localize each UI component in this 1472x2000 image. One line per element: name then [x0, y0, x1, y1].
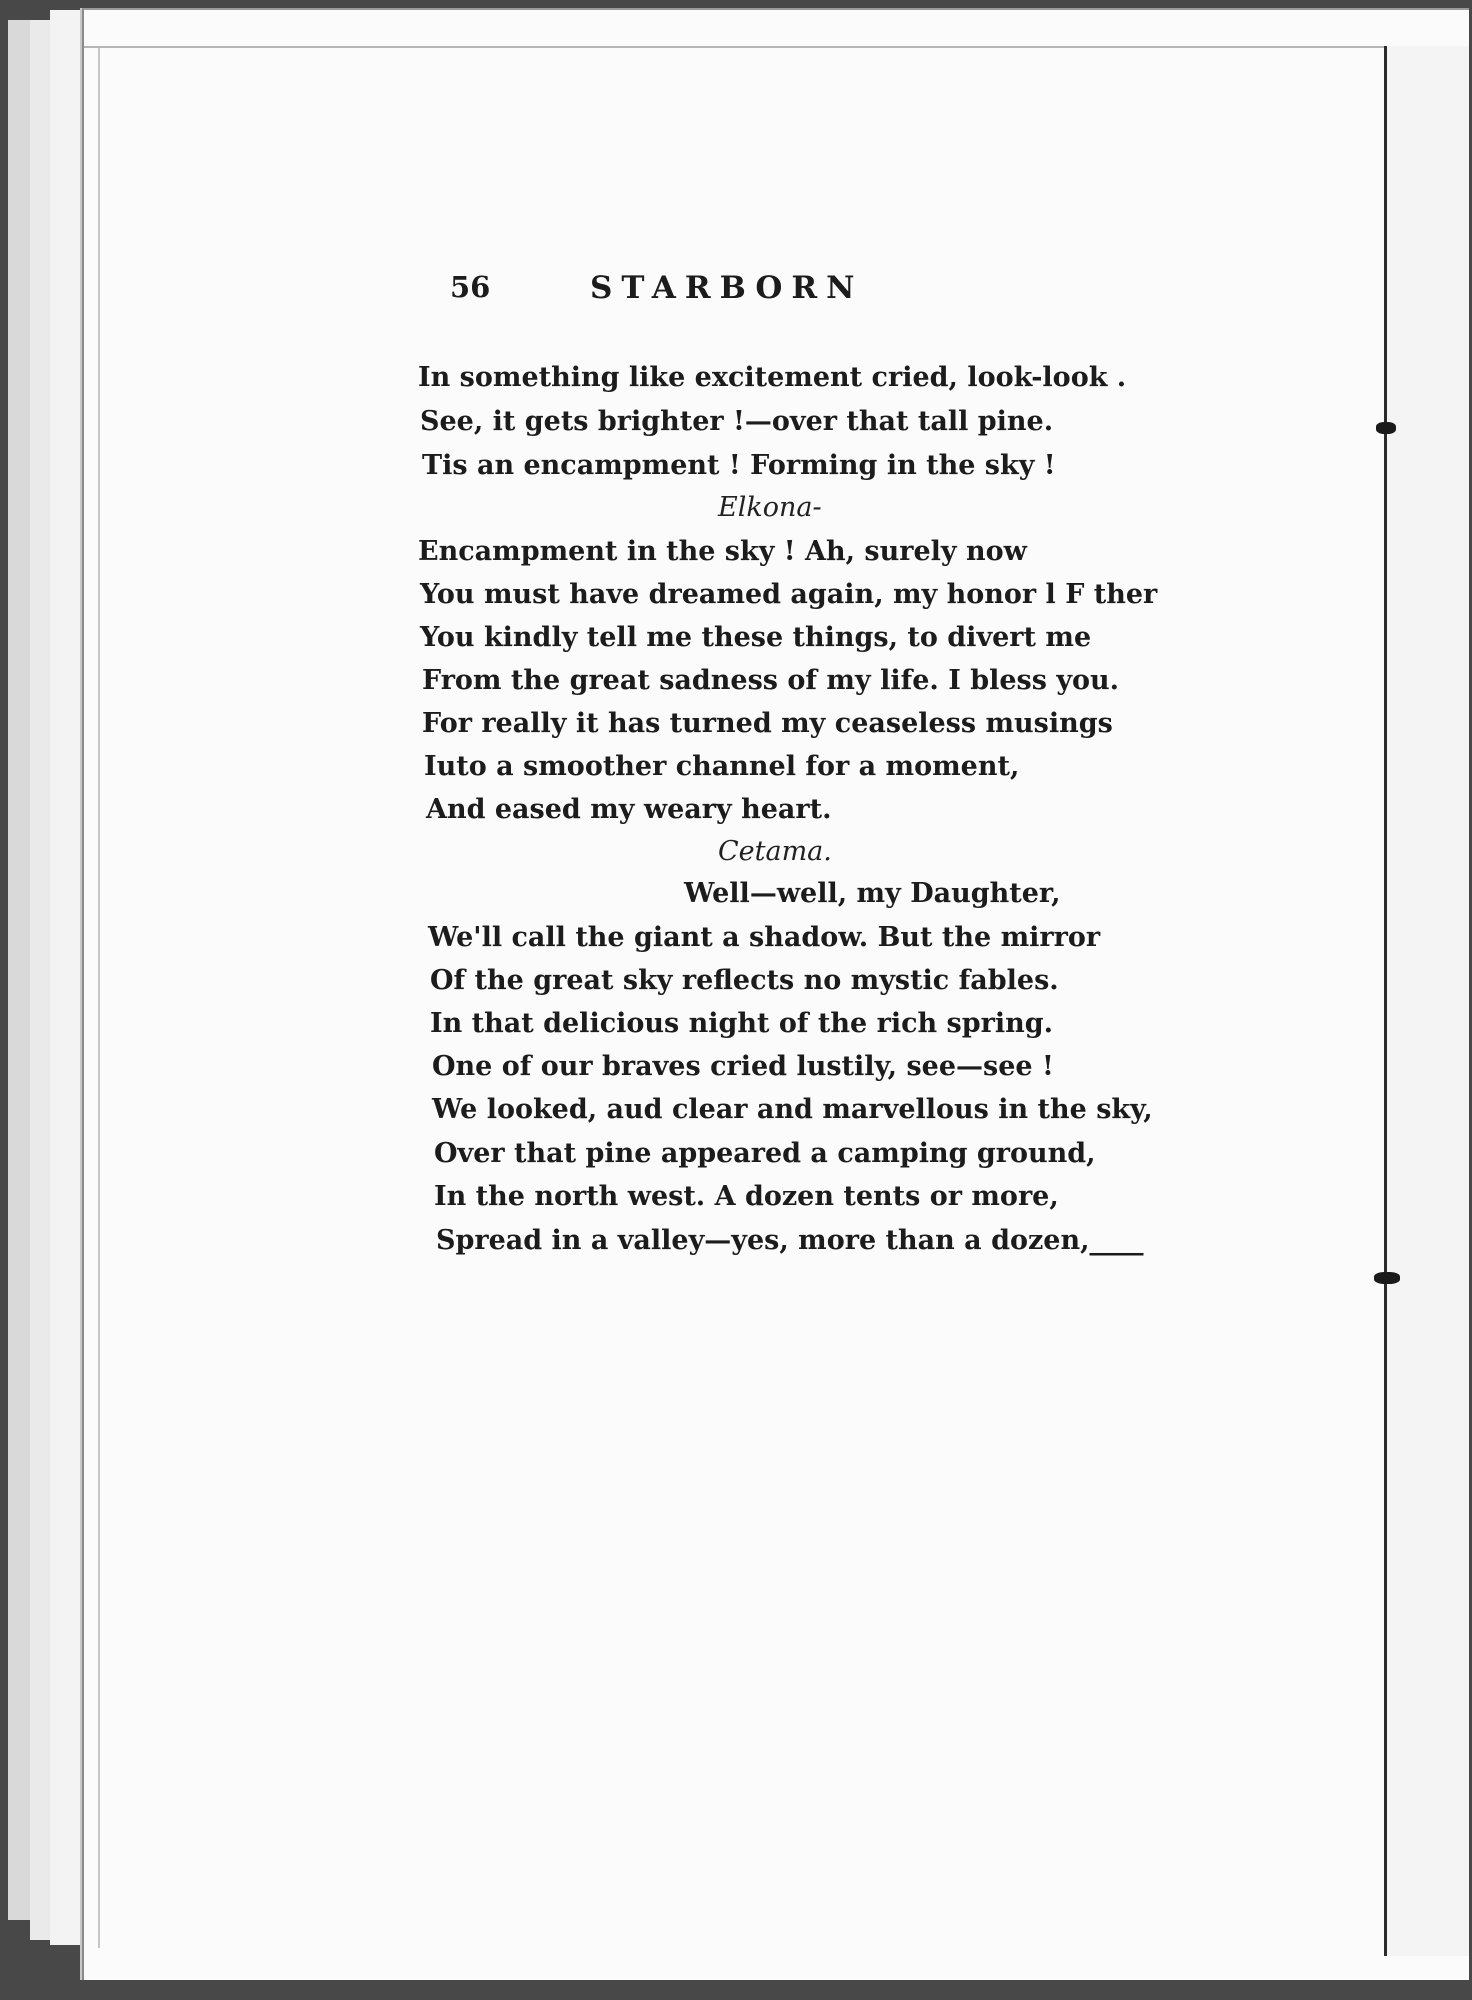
binding-mark: [1376, 422, 1396, 434]
facing-page-strip: [1387, 46, 1469, 1956]
verse-line: One of our braves cried lustily, see—see !: [432, 1051, 1054, 1082]
verse-line: Spread in a valley—yes, more than a dozen,____: [436, 1225, 1144, 1256]
verse-line: In that delicious night of the rich spring.: [430, 1008, 1054, 1039]
verse-line: Well—well, my Daughter,: [684, 878, 1061, 909]
page-border-left: [98, 48, 100, 1948]
verse-line: Of the great sky reflects no mystic fables.: [430, 965, 1059, 996]
page-number: 56: [450, 270, 491, 304]
verse-line: Tis an encampment ! Forming in the sky !: [422, 450, 1056, 481]
verse-line: Over that pine appeared a camping ground,: [434, 1138, 1096, 1169]
verse-line: Iuto a smoother channel for a moment,: [424, 751, 1020, 782]
verse-line: In the north west. A dozen tents or more,: [434, 1181, 1059, 1212]
verse-line: And eased my weary heart.: [426, 794, 832, 825]
running-head: STARBORN: [590, 270, 864, 306]
verse-line: We'll call the giant a shadow. But the mirror: [428, 922, 1101, 953]
verse-line: You kindly tell me these things, to divert me: [420, 622, 1092, 653]
speaker-name: Elkona-: [718, 492, 822, 523]
verse-line: In something like excitement cried, look-look .: [418, 362, 1127, 393]
verse-line: See, it gets brighter !—over that tall pine.: [420, 406, 1054, 437]
verse-line: You must have dreamed again, my honor l F ther: [420, 579, 1158, 610]
binding-mark: [1374, 1272, 1400, 1284]
speaker-name: Cetama.: [718, 836, 832, 867]
verse-line: For really it has turned my ceaseless musings: [422, 708, 1113, 739]
verse-line: Encampment in the sky ! Ah, surely now: [418, 536, 1027, 567]
verse-line: We looked, aud clear and marvellous in the sky,: [432, 1094, 1153, 1125]
page-border-top: [84, 46, 1384, 48]
verse-line: From the great sadness of my life. I bless you.: [422, 665, 1120, 696]
